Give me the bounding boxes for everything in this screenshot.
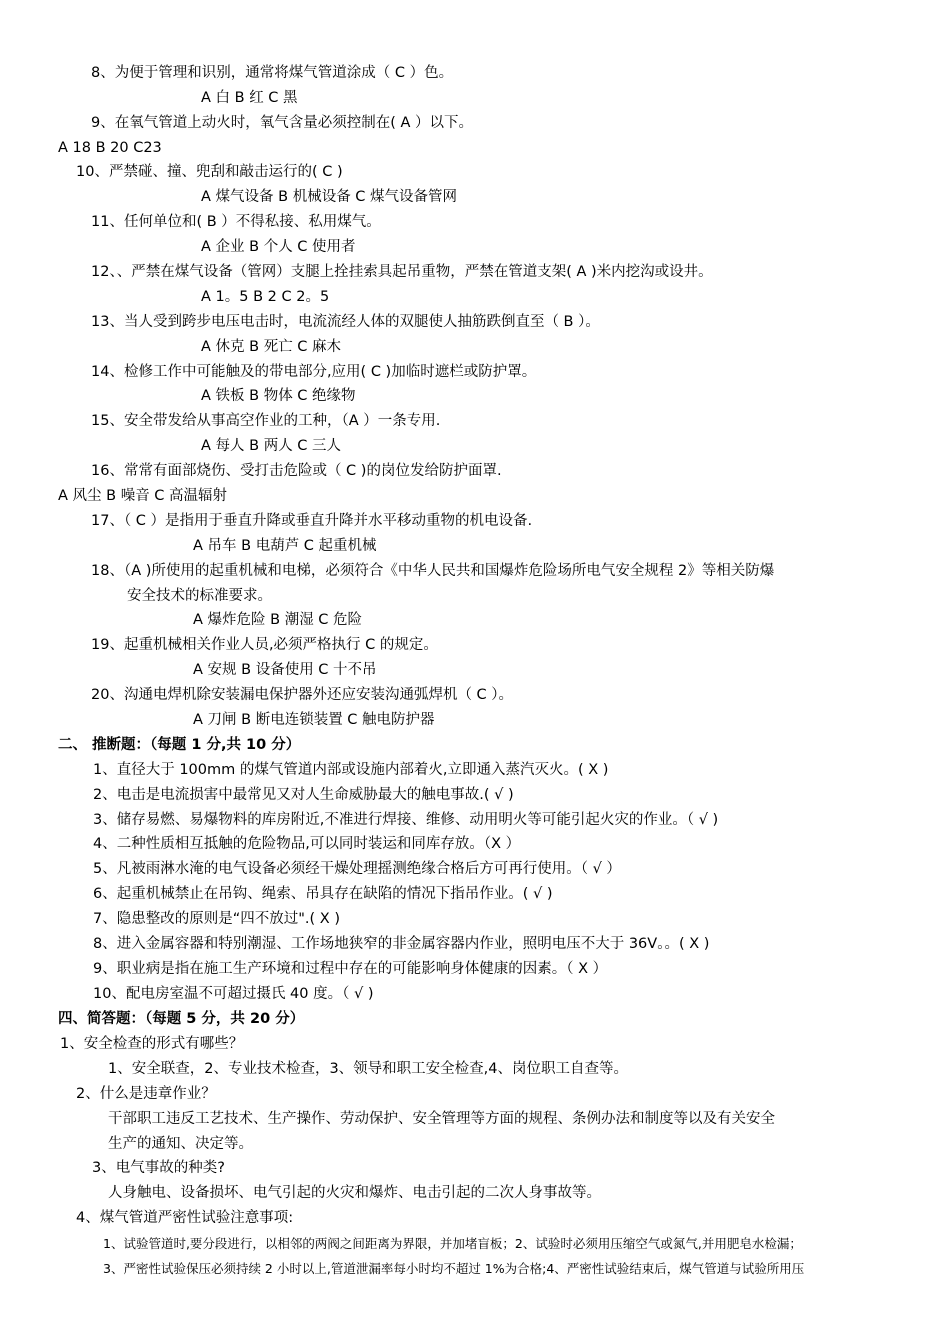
short-answer-2-line-2: 生产的通知、决定等。: [108, 1136, 253, 1152]
short-answer-4-line-2: 3、严密性试验保压必须持续 2 小时以上,管道泄漏率每小时均不超过 1%为合格;4、严密性试验结束后，煤气管道与试验所用压: [103, 1261, 805, 1276]
short-question-2: 2、什么是违章作业？: [76, 1086, 216, 1102]
judgment-item-7: 7、隐患整改的原则是“四不放过".( X ): [93, 911, 340, 927]
section-header-judgment: 二、 推断题：（每题 1 分,共 10 分）: [58, 737, 301, 753]
short-answer-4-line-1: 1、试验管道时,要分段进行，以相邻的两阀之间距离为界限，并加堵盲板；2、试验时必须用压缩空气或氮气,并用肥皂水检漏；: [103, 1236, 802, 1251]
question-10: 10、严禁碰、撞、兜刮和敲击运行的( C ): [76, 164, 343, 180]
short-answer-1: 1、安全联查，2、专业技术检查，3、领导和职工安全检查,4、岗位职工自查等。: [108, 1061, 629, 1077]
judgment-item-2: 2、电击是电流损害中最常见又对人生命威胁最大的触电事故.( √ ): [93, 787, 514, 803]
answer-options-12: A 1。5 B 2 C 2。5: [201, 289, 330, 305]
judgment-item-9: 9、职业病是指在施工生产环境和过程中存在的可能影响身体健康的因素。（ X ）: [93, 961, 608, 977]
answer-options-16: A 风尘 B 噪音 C 高温辐射: [58, 488, 228, 504]
question-19: 19、起重机械相关作业人员,必须严格执行 C 的规定。: [91, 637, 438, 653]
answer-options-18: A 爆炸危险 B 潮湿 C 危险: [193, 612, 363, 628]
question-9: 9、在氧气管道上动火时，氧气含量必须控制在( A ）以下。: [91, 115, 474, 131]
answer-options-14: A 铁板 B 物体 C 绝缘物: [201, 388, 356, 404]
question-20: 20、沟通电焊机除安装漏电保护器外还应安装沟通弧焊机（ C ）。: [91, 687, 514, 703]
judgment-item-1: 1、直径大于 100mm 的煤气管道内部或设施内部着火,立即通入蒸汽灭火。( X ): [93, 762, 609, 778]
question-14: 14、检修工作中可能触及的带电部分,应用( C )加临时遮栏或防护罩。: [91, 364, 537, 380]
answer-options-13: A 休克 B 死亡 C 麻木: [201, 339, 342, 355]
short-question-4: 4、煤气管道严密性试验注意事项:: [76, 1210, 294, 1226]
answer-options-10: A 煤气设备 B 机械设备 C 煤气设备管网: [201, 189, 458, 205]
answer-options-8: A 白 B 红 C 黑: [201, 90, 298, 106]
judgment-item-3: 3、储存易燃、易爆物料的库房附近,不准进行焊接、维修、动用明火等可能引起火灾的作业。（ √ ): [93, 812, 719, 828]
question-16: 16、常常有面部烧伤、受打击危险或（ C )的岗位发给防护面罩.: [91, 463, 502, 479]
judgment-item-4: 4、二种性质相互抵触的危险物品,可以同时装运和同库存放。（X ）: [93, 836, 521, 852]
section-header-short-answer: 四、简答题：（每题 5 分，共 20 分）: [58, 1011, 305, 1027]
answer-options-17: A 吊车 B 电葫芦 C 起重机械: [193, 538, 377, 554]
short-question-1: 1、安全检查的形式有哪些？: [60, 1036, 244, 1052]
answer-options-19: A 安规 B 设备使用 C 十不吊: [193, 662, 377, 678]
judgment-item-6: 6、起重机械禁止在吊钩、绳索、吊具存在缺陷的情况下指吊作业。( √ ): [93, 886, 553, 902]
question-8: 8、为便于管理和识别，通常将煤气管道涂成（ C ）色。: [91, 65, 454, 81]
answer-options-20: A 刀闸 B 断电连锁装置 C 触电防护器: [193, 712, 435, 728]
short-answer-3: 人身触电、设备损坏、电气引起的火灾和爆炸、电击引起的二次人身事故等。: [108, 1185, 601, 1201]
answer-options-15: A 每人 B 两人 C 三人: [201, 438, 342, 454]
judgment-item-5: 5、凡被雨淋水淹的电气设备必须经干燥处理摇测绝缘合格后方可再行使用。（ √ ）: [93, 861, 621, 877]
judgment-item-8: 8、进入金属容器和特别潮湿、工作场地狭窄的非金属容器内作业，照明电压不大于 36V。。( X ): [93, 936, 710, 952]
answer-options-9: A 18 B 20 C23: [58, 140, 162, 156]
answer-options-11: A 企业 B 个人 C 使用者: [201, 239, 356, 255]
short-answer-2-line-1: 干部职工违反工艺技术、生产操作、劳动保护、安全管理等方面的规程、条例办法和制度等以及有关安全: [108, 1111, 775, 1127]
judgment-item-10: 10、配电房室温不可超过摄氏 40 度。（ √ ): [93, 986, 374, 1002]
question-12: 12、、严禁在煤气设备（管网）支腿上拴挂索具起吊重物，严禁在管道支架( A )米内挖沟或设井。: [91, 264, 713, 280]
question-17: 17、（ C ）是指用于垂直升降或垂直升降并水平移动重物的机电设备.: [91, 513, 533, 529]
question-18: 18、（A )所使用的起重机械和电梯，必须符合《中华人民共和国爆炸危险场所电气安全规程 2》等相关防爆: [91, 563, 775, 579]
question-11: 11、任何单位和( B ）不得私接、私用煤气。: [91, 214, 381, 230]
question-15: 15、安全带发给从事高空作业的工种，（A ）一条专用.: [91, 413, 441, 429]
question-18-continued: 安全技术的标准要求。: [127, 588, 272, 604]
question-13: 13、当人受到跨步电压电击时，电流流经人体的双腿使人抽筋跌倒直至（ B ）。: [91, 314, 600, 330]
short-question-3: 3、电气事故的种类?: [92, 1160, 225, 1176]
